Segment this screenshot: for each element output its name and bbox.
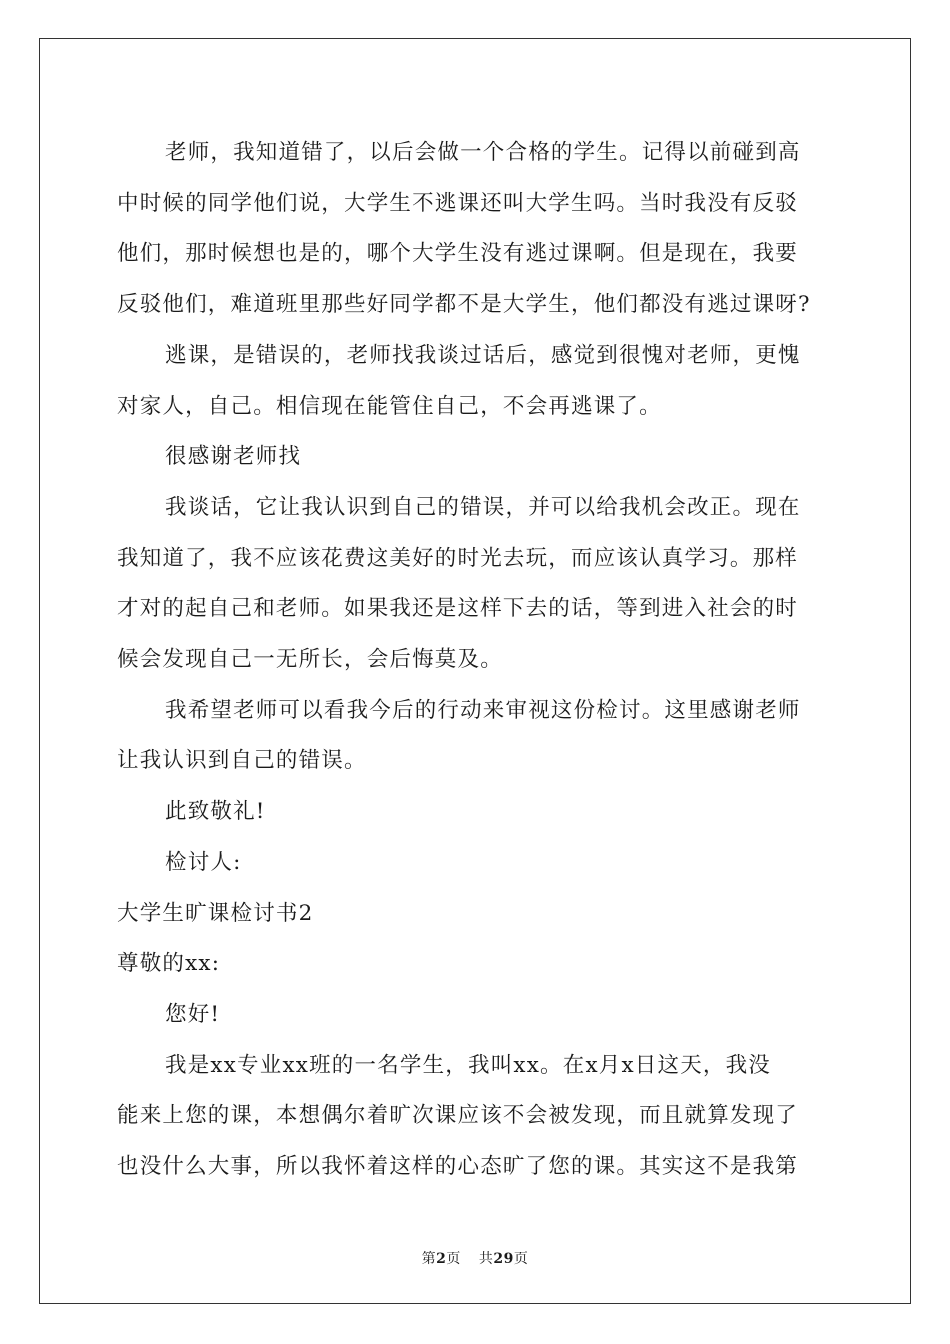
text-line: 也没什么大事，所以我怀着这样的心态旷了您的课。其实这不是我第 — [117, 1154, 799, 1180]
section-title — [117, 889, 837, 940]
signature-line — [117, 838, 837, 889]
paragraph — [117, 483, 837, 686]
total-prefix: 共 — [478, 1251, 494, 1267]
page-number: 2 — [436, 1251, 447, 1267]
text-line: 尊敬的xx: — [117, 951, 221, 977]
text-line: 才对的起自己和老师。如果我还是这样下去的话，等到进入社会的时 — [117, 596, 799, 622]
text-line: 候会发现自己一无所长，会后悔莫及。 — [117, 647, 503, 673]
text-line: 我希望老师可以看我今后的行动来审视这份检讨。这里感谢老师 — [165, 697, 801, 723]
page-prefix: 第 — [421, 1251, 437, 1267]
text-line: 能来上您的课，本想偶尔着旷次课应该不会被发现，而且就算发现了 — [117, 1103, 799, 1129]
text-line: 让我认识到自己的错误。 — [117, 748, 367, 774]
text-line: 大学生旷课检讨书2 — [117, 900, 314, 926]
text-line: 逃课，是错误的，老师找我谈过话后，感觉到很愧对老师，更愧 — [165, 342, 801, 368]
text-line: 反驳他们，难道班里那些好同学都不是大学生，他们都没有逃过课呀? — [117, 292, 811, 318]
text-line: 他们，那时候想也是的，哪个大学生没有逃过课啊。但是现在，我要 — [117, 241, 799, 267]
text-line: 对家人，自己。相信现在能管住自己，不会再逃课了。 — [117, 393, 662, 419]
text-line: 老师，我知道错了，以后会做一个合格的学生。记得以前碰到高 — [165, 140, 801, 165]
document-body — [117, 128, 837, 1193]
text-line: 中时候的同学他们说，大学生不逃课还叫大学生吗。当时我没有反驳 — [117, 190, 799, 216]
page-suffix: 页 — [446, 1251, 461, 1267]
paragraph — [117, 432, 837, 483]
text-line: 我谈话，它让我认识到自己的错误，并可以给我机会改正。现在 — [165, 494, 801, 520]
total-pages: 29 — [493, 1251, 514, 1267]
greeting-recipient — [117, 939, 837, 990]
text-line: 我知道了，我不应该花费这美好的时光去玩，而应该认真学习。那样 — [117, 545, 799, 571]
greeting — [117, 990, 837, 1041]
text-line: 您好! — [165, 1001, 221, 1027]
text-line: 此致敬礼! — [165, 799, 266, 825]
text-line: 检讨人: — [165, 849, 242, 875]
text-line: 很感谢老师找 — [165, 444, 302, 470]
paragraph — [117, 686, 837, 787]
paragraph — [117, 128, 837, 331]
total-suffix: 页 — [513, 1251, 529, 1267]
text-line: 我是xx专业xx班的一名学生，我叫xx。在x月x日这天，我没 — [165, 1052, 772, 1078]
paragraph — [117, 1041, 837, 1193]
page-footer — [0, 1248, 950, 1268]
paragraph — [117, 331, 837, 432]
closing-salutation — [117, 787, 837, 838]
